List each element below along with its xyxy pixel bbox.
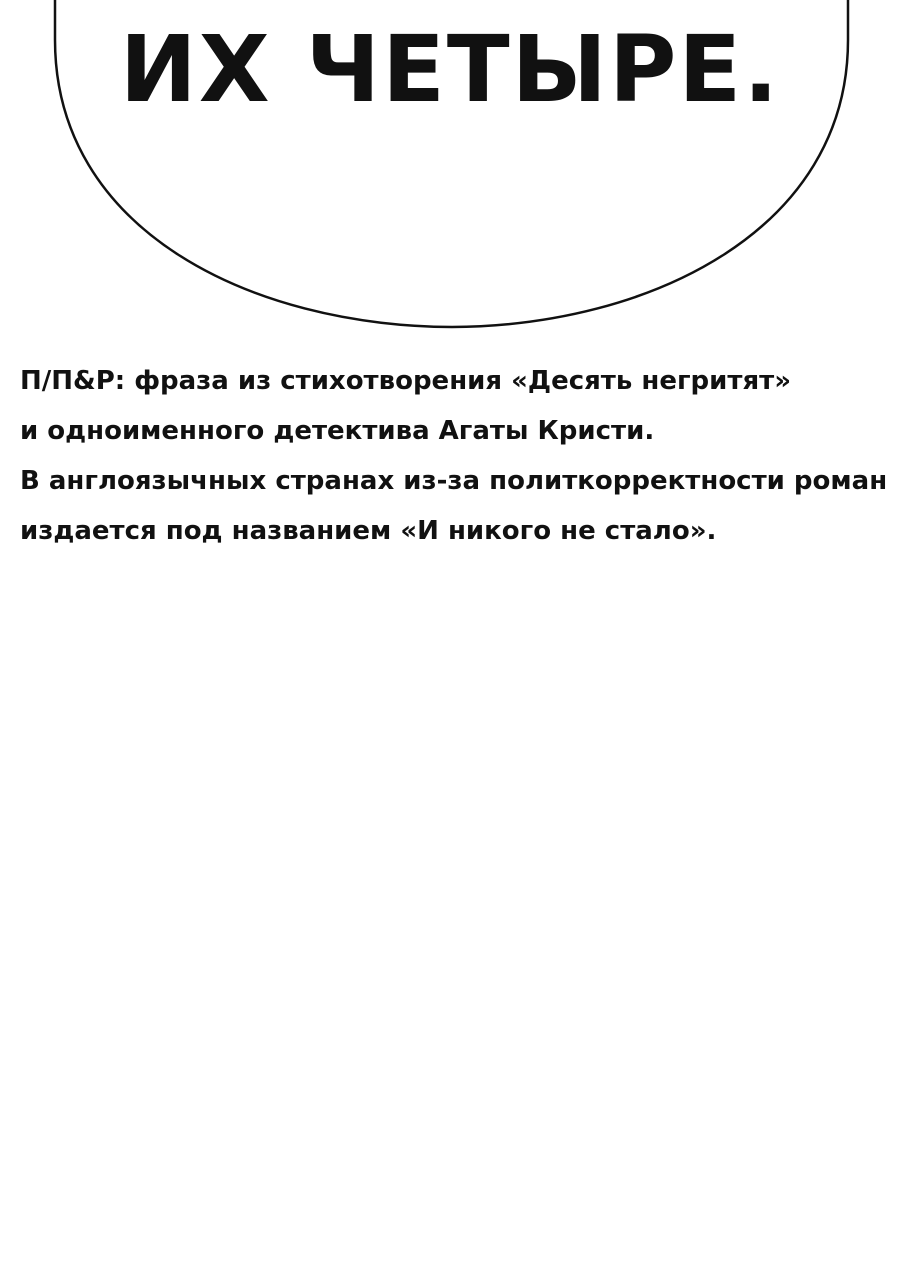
translator-note-line: П/П&Р: фраза из стихотворения «Десять негритят»: [20, 366, 792, 396]
translator-note-line: В англоязычных странах из-за политкорректности роман: [20, 466, 888, 496]
speech-bubble-text: ИХ ЧЕТЫРЕ.: [119, 15, 781, 123]
translator-note: [20, 356, 888, 556]
translator-note-line: издается под названием «И никого не стало».: [20, 516, 717, 546]
translator-note-line: и одноименного детектива Агаты Кристи.: [20, 416, 655, 446]
